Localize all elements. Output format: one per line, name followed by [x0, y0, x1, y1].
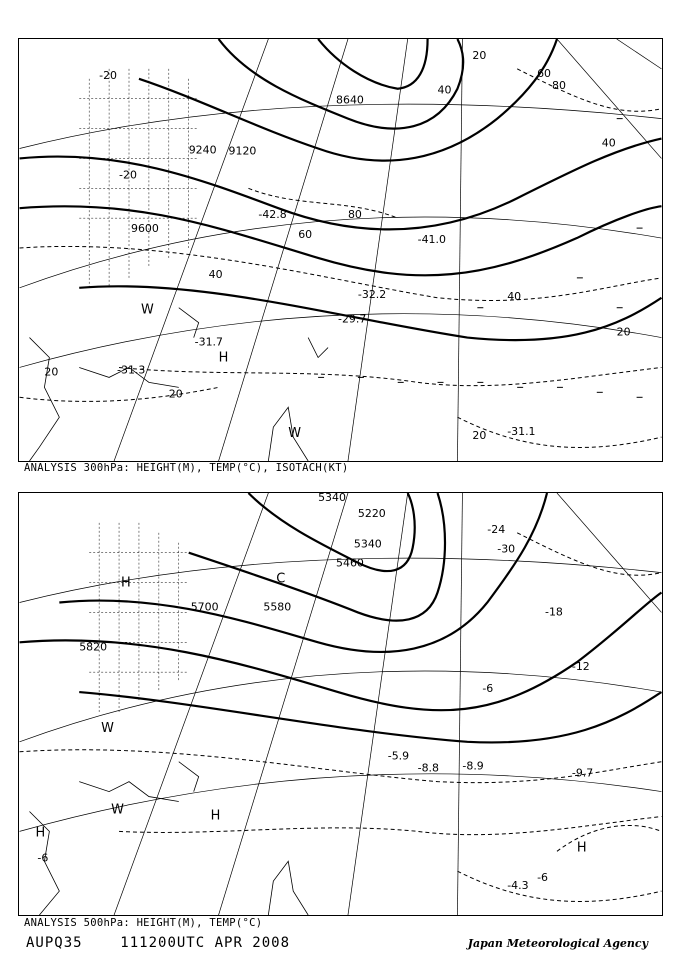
height-label-5820: 5820: [79, 640, 108, 654]
agency-credit: Japan Meteorological Agency: [467, 937, 648, 950]
temp-label: -31.7: [194, 335, 224, 349]
temp-label: -9.7: [571, 766, 594, 780]
height-label-9240: 9240: [188, 143, 217, 157]
temp-label: -42.8: [258, 208, 287, 222]
temp-label: -8.9: [462, 759, 484, 773]
height-label-5700: 5700: [190, 600, 219, 614]
caption-500hpa: ANALYSIS 500hPa: HEIGHT(M), TEMP(°C): [24, 917, 263, 929]
height-label-9120: 9120: [228, 144, 257, 158]
valid-time: 111200UTC APR 2008: [120, 935, 291, 951]
temp-label: -12: [571, 660, 590, 674]
temp-label: -5.9: [387, 749, 410, 763]
coastlines: [29, 762, 308, 915]
temp-label: -6: [37, 851, 49, 865]
isotach-label: 40: [601, 136, 616, 150]
height-label-5460: 5460: [336, 556, 364, 570]
center-marker-high: H: [576, 840, 587, 856]
coastlines: [29, 308, 328, 461]
center-marker-high: H: [218, 350, 229, 366]
temp-label: -6: [537, 871, 548, 885]
temp-label: -18: [545, 605, 563, 619]
center-marker-warm: W: [288, 426, 302, 442]
height-label-8640: 8640: [336, 93, 364, 107]
center-marker-high: H: [210, 808, 221, 824]
isotach-label: 40: [208, 267, 223, 281]
caption-300hpa: ANALYSIS 300hPa: HEIGHT(M), TEMP(°C), ISOTACH(KT): [24, 462, 349, 474]
temp-label: -24: [487, 522, 506, 536]
isotach-label: 20: [472, 48, 487, 62]
hatch-region: [89, 523, 189, 712]
center-marker-high: H: [35, 825, 46, 841]
height-label-5340: 5340: [353, 537, 382, 551]
temp-label: -20: [99, 68, 118, 82]
temp-label: -8.8: [417, 761, 439, 775]
isotach-label: 60: [537, 66, 551, 80]
product-id: AUPQ35: [26, 935, 83, 951]
isotach-label: 40: [437, 83, 452, 97]
temp-label: -30: [497, 542, 516, 556]
temp-label: -20: [119, 168, 137, 182]
temp-label: -31.3: [117, 363, 146, 377]
center-marker-warm: W: [140, 302, 154, 318]
isotach-label: 20: [472, 429, 487, 443]
temp-label: -6: [482, 682, 494, 696]
temp-label: -41.0: [417, 233, 446, 247]
isotach-label: 20: [616, 325, 631, 339]
isotach-label: 80: [347, 208, 362, 222]
height-label-9600: 9600: [130, 222, 159, 236]
isotach-label: 20: [44, 365, 59, 379]
isotach-label: 40: [507, 289, 522, 303]
temperature-contours: [20, 533, 662, 902]
height-label-5220: 5220: [357, 506, 386, 520]
map-500hpa-chart: [19, 493, 662, 915]
isotach-label: 80: [551, 78, 566, 92]
temp-label: -4.3: [507, 879, 529, 893]
center-marker-cold: C: [276, 571, 286, 587]
map-300hpa-chart: [19, 39, 662, 461]
center-marker-high: H: [121, 575, 131, 591]
temp-label: -31.1: [507, 425, 536, 439]
height-label-5340b: 5340: [318, 493, 346, 504]
map-300hpa-panel: [18, 38, 663, 462]
height-contours: [20, 493, 662, 742]
isotach-contours: [20, 66, 662, 448]
temp-label: -29.7: [338, 312, 367, 326]
product-header: [26, 935, 290, 951]
height-label-5580: 5580: [263, 600, 292, 614]
temp-label: -32.2: [357, 287, 387, 301]
map-500hpa-panel: [18, 492, 663, 916]
hatch-region: [79, 69, 198, 288]
isotach-label: 20: [168, 387, 183, 401]
center-marker-warm: W: [111, 802, 124, 818]
isotach-label: 60: [298, 228, 313, 242]
center-marker-warm: W: [101, 720, 114, 736]
